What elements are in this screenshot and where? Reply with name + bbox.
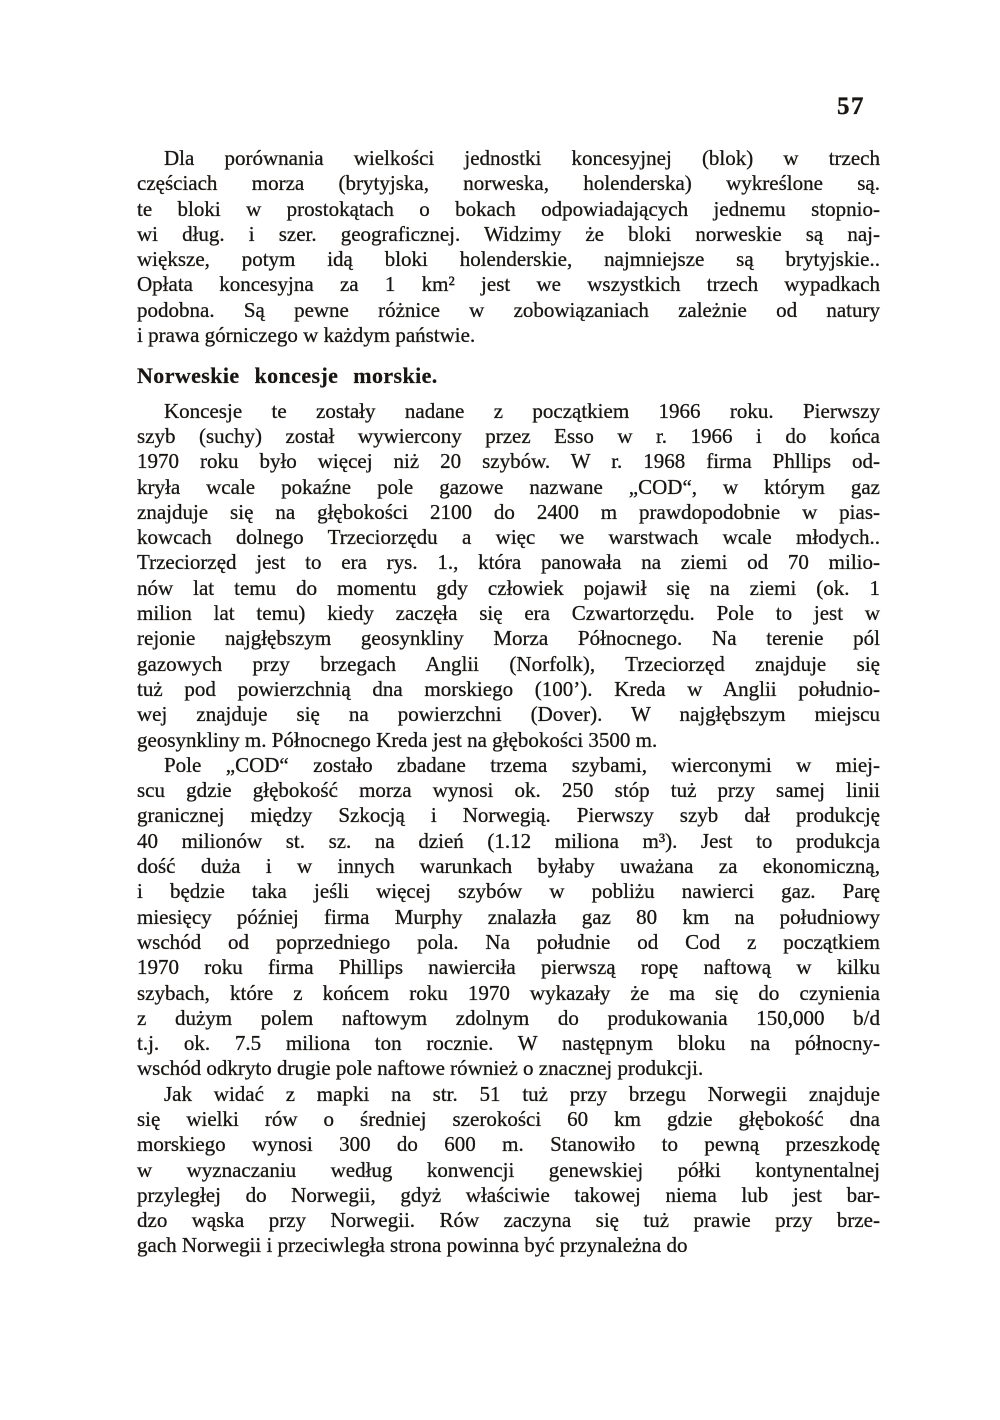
- text-line: częściach morza (brytyjska, norweska, holenderska) wykreślone są.: [137, 171, 880, 196]
- text-line: w wyznaczaniu według konwencji genewskiej półki kontynentalnej: [137, 1157, 880, 1182]
- text-line: granicznej między Szkocją i Norwegią. Pierwszy szyb dał produkcję: [137, 803, 880, 828]
- text-line: z dużym polem naftowym zdolnym do produkowania 150,000 b/d: [137, 1005, 880, 1030]
- text-line: podobna. Są pewne różnice w zobowiązaniach zależnie od natury: [137, 297, 880, 322]
- intro-paragraph: [137, 146, 880, 348]
- text-line: i będzie taka jeśli więcej szybów w pobliżu nawierci gaz. Parę: [137, 879, 880, 904]
- text-line: szyb (suchy) został wywiercony przez Esso w r. 1966 i do końca: [137, 423, 880, 448]
- text-line: gach Norwegii i przeciwległa strona powinna być przynależna do: [137, 1233, 688, 1258]
- text-line: morskiego wynosi 300 do 600 m. Stanowiło to pewną przeszkodę: [137, 1132, 880, 1157]
- text-line: geosynkliny m. Północnego Kreda jest na głębokości 3500 m.: [137, 727, 658, 752]
- text-line: znajduje się na głębokości 2100 do 2400 m prawdopodobnie w pias-: [137, 499, 880, 524]
- text-line: 1970 roku firma Phillips nawierciła pierwszą ropę naftową w kilku: [137, 955, 880, 980]
- text-line: Opłata koncesyjna za 1 km² jest we wszystkich trzech wypadkach: [137, 272, 880, 297]
- page-content: [137, 146, 880, 1259]
- text-line: Trzeciorzęd jest to era rys. 1., która panowała na ziemi od 70 milio-: [137, 550, 880, 575]
- text-line: scu gdzie głębokość morza wynosi ok. 250 stóp tuż przy samej linii: [137, 778, 880, 803]
- text-line: Pole „COD“ zostało zbadane trzema szybami, wierconymi w miej-: [164, 752, 880, 777]
- text-line: kryła wcale pokaźne pole gazowe nazwane „COD“, w którym gaz: [137, 474, 880, 499]
- text-line: milion lat temu) kiedy zaczęła się era Czwartorzędu. Pole to jest w: [137, 601, 880, 626]
- text-line: wej znajduje się na powierzchni (Dover). W najgłębszym miejscu: [137, 702, 880, 727]
- text-line: przyległej do Norwegii, gdyż właściwie takowej niema lub jest bar-: [137, 1182, 880, 1207]
- text-line: większe, potym idą bloki holenderskie, najmniejsze są brytyjskie..: [137, 247, 880, 272]
- text-line: te bloki w prostokątach o bokach odpowiadających jednemu stopnio-: [137, 196, 880, 221]
- text-line: tuż pod powierzchnią dna morskiego (100’). Kreda w Anglii południo-: [137, 676, 880, 701]
- text-line: kowcach dolnego Trzeciorzędu a więc we warstwach wcale młodych..: [137, 525, 880, 550]
- text-line: 40 milionów st. sz. na dzień (1.12 miliona m³). Jest to produkcja: [137, 828, 880, 853]
- text-line: dzo wąska przy Norwegii. Rów zaczyna się tuż prawie przy brze-: [137, 1208, 880, 1233]
- text-line: i prawa górniczego w każdym państwie.: [137, 323, 476, 348]
- text-line: dość duża i w innych warunkach byłaby uważana za ekonomiczną,: [137, 854, 880, 879]
- paragraph-row-norwegii: [137, 1082, 880, 1259]
- paragraph-koncesje-1966: [137, 399, 880, 753]
- text-line: wschód odkryto drugie pole naftowe również o znacznej produkcji.: [137, 1056, 704, 1081]
- text-line: miesięcy później firma Murphy znalazła gaz 80 km na południowy: [137, 904, 880, 929]
- text-line: Jak widać z mapki na str. 51 tuż przy brzegu Norwegii znajduje: [164, 1081, 880, 1106]
- section-heading: Norweskie koncesje morskie.: [137, 363, 438, 389]
- text-line: Dla porównania wielkości jednostki koncesyjnej (blok) w trzech: [164, 146, 880, 170]
- text-line: gazowych przy brzegach Anglii (Norfolk), Trzeciorzęd znajduje się: [137, 651, 880, 676]
- text-line: rejonie najgłębszym geosynkliny Morza Północnego. Na terenie pól: [137, 626, 880, 651]
- text-line: szybach, które z końcem roku 1970 wykazały że ma się do czynienia: [137, 980, 880, 1005]
- text-line: t.j. ok. 7.5 miliona ton rocznie. W następnym bloku na północny-: [137, 1031, 880, 1056]
- text-line: wi dług. i szer. geograficznej. Widzimy że bloki norweskie są naj-: [137, 221, 880, 246]
- text-line: się wielki rów o średniej szerokości 60 km gdzie głębokość dna: [137, 1106, 880, 1131]
- text-line: 1970 roku było więcej niż 20 szybów. W r. 1968 firma Phllips od-: [137, 449, 880, 474]
- text-line: nów lat temu do momentu gdy człowiek pojawił się na ziemi (ok. 1: [137, 575, 880, 600]
- page-number: 57: [837, 93, 865, 120]
- text-line: Koncesje te zostały nadane z początkiem 1966 roku. Pierwszy: [164, 398, 880, 423]
- text-line: wschód od poprzedniego pola. Na południe od Cod z początkiem: [137, 929, 880, 954]
- paragraph-pole-cod: [137, 753, 880, 1082]
